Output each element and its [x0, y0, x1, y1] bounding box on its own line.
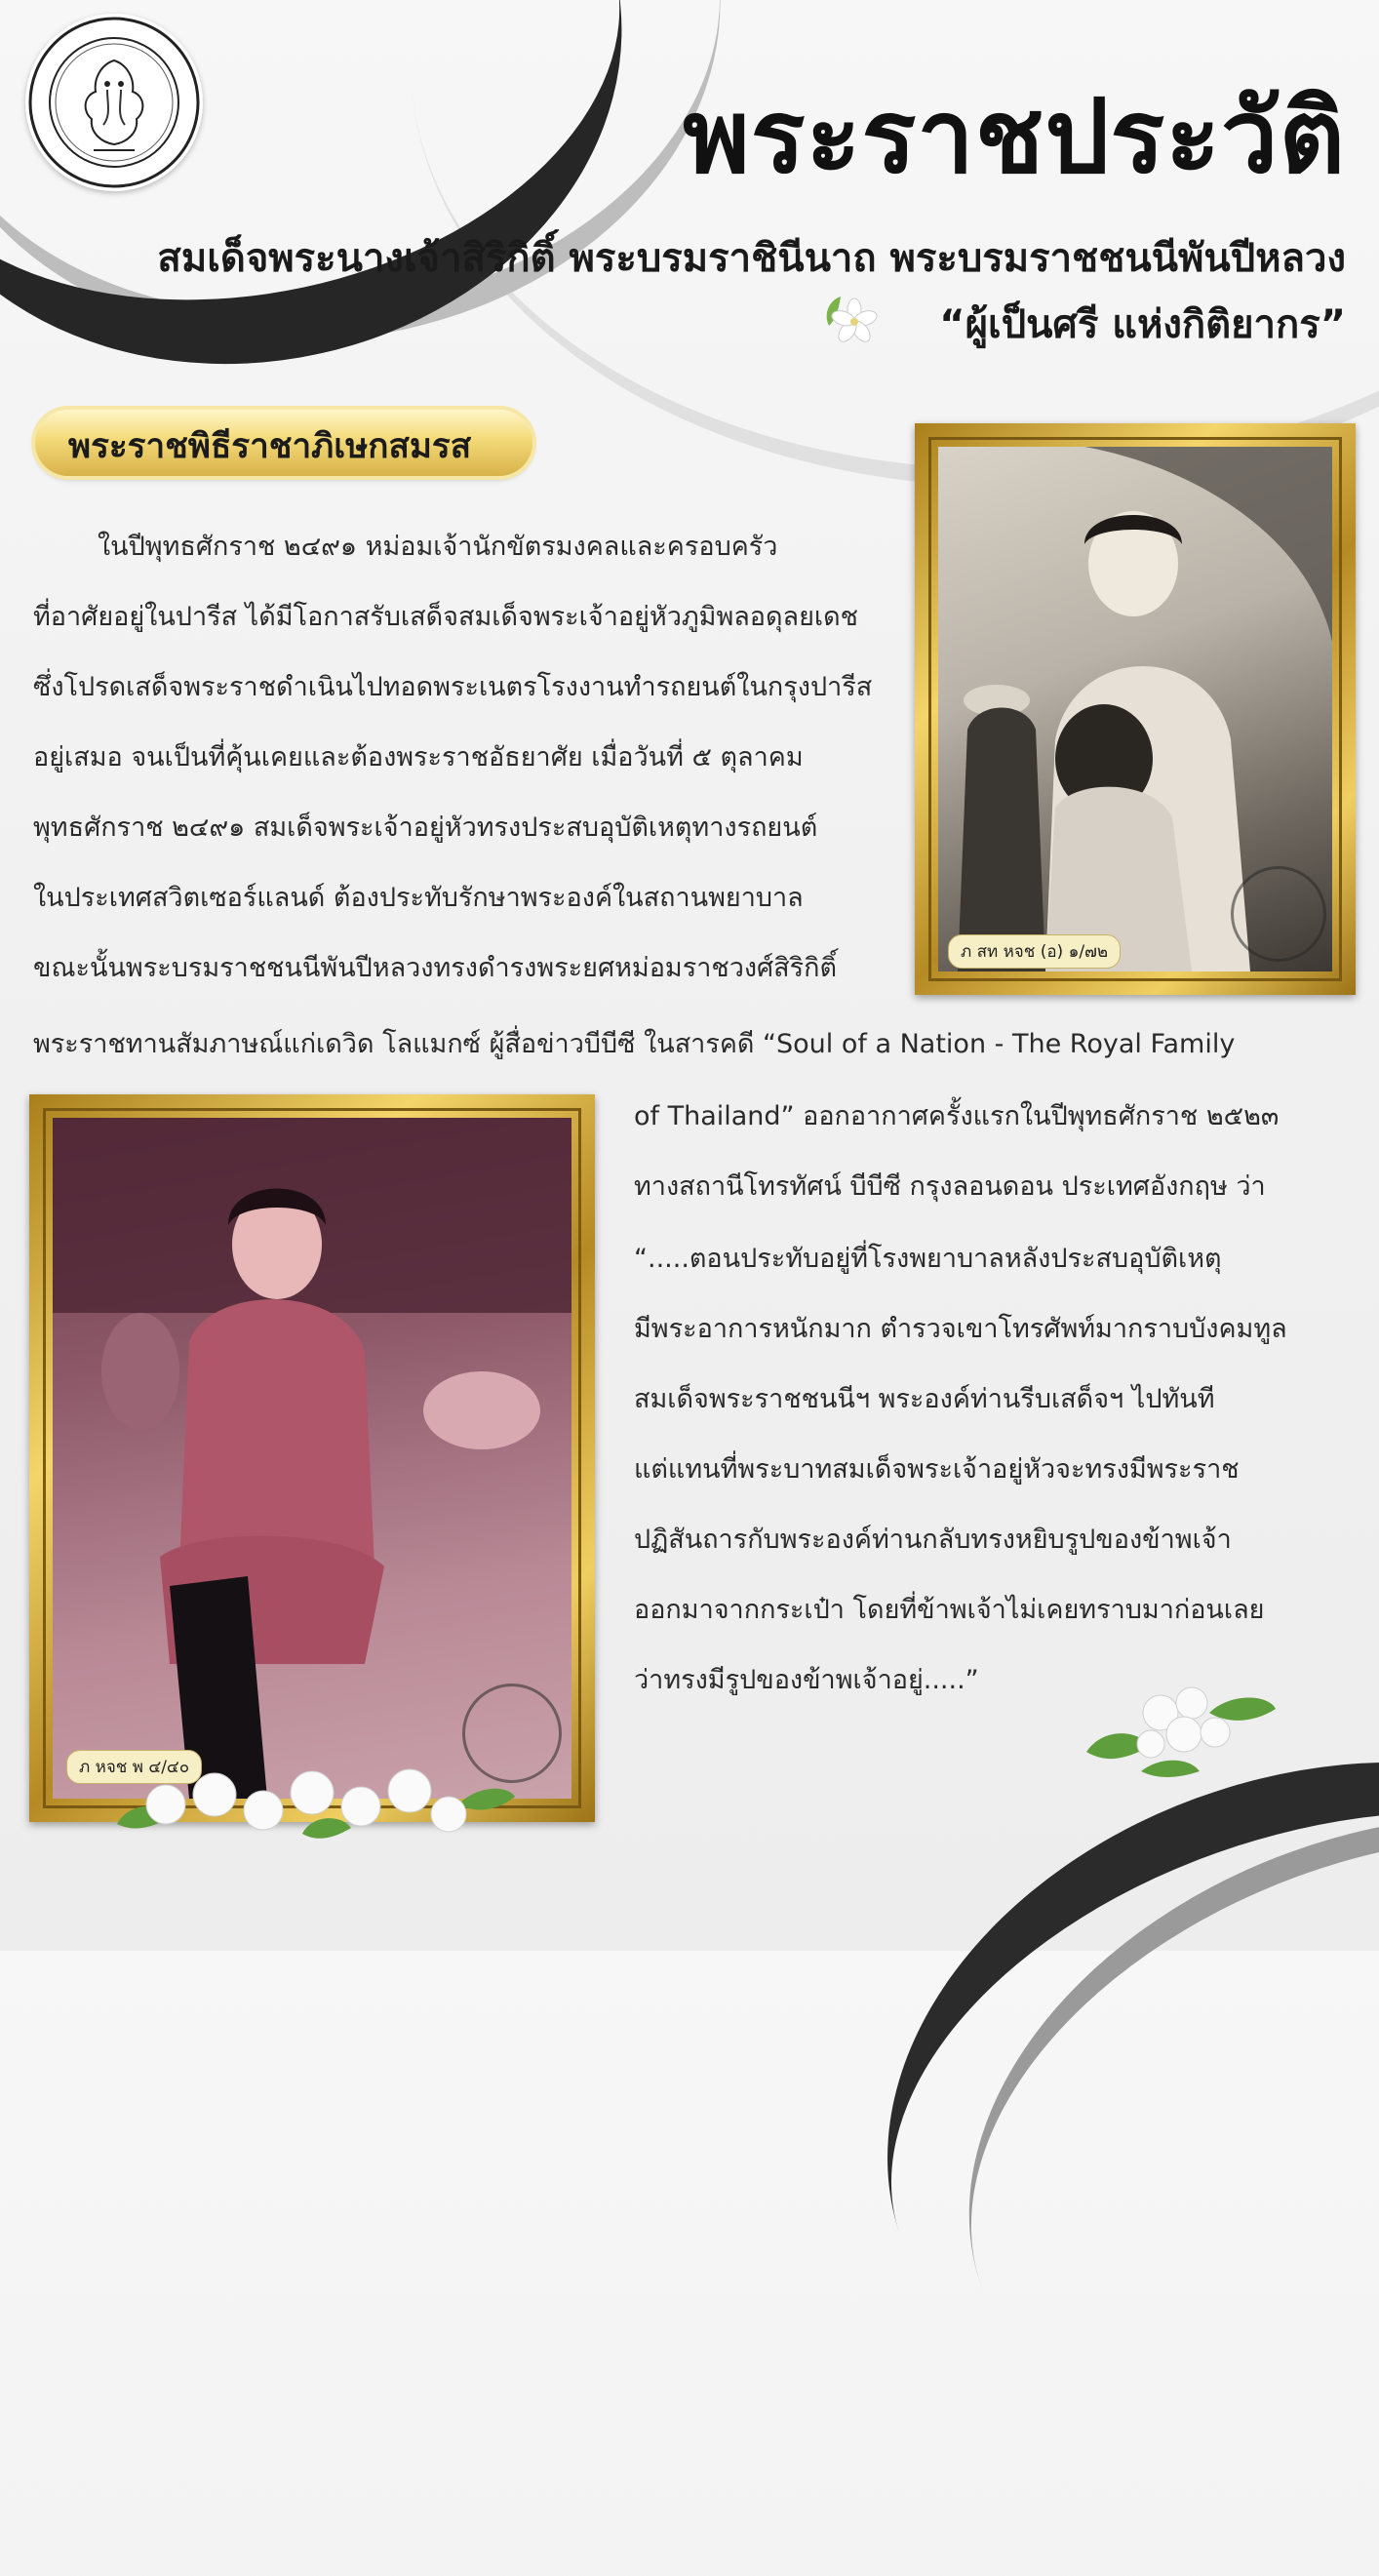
ganesha-seal-icon: [25, 14, 203, 191]
body-line: “.....ตอนประทับอยู่ที่โรงพยาบาลหลังประสบอุบัติเหตุ: [634, 1244, 1222, 1274]
page-motto: “ผู้เป็นศรี แห่งกิติยากร”: [939, 302, 1346, 347]
body-line: ที่อาศัยอยู่ในปารีส ได้มีโอกาสรับเสด็จสมเด็จพระเจ้าอยู่หัวภูมิพลอดุลยเดช: [33, 602, 859, 632]
body-line: ซึ่งโปรดเสด็จพระราชดำเนินไปทอดพระเนตรโรงงานทำรถยนต์ในกรุงปารีส: [33, 672, 873, 702]
page-subtitle: สมเด็จพระนางเจ้าสิริกิติ์ พระบรมราชินีนาถ พระบรมราชชนนีพันปีหลวง: [157, 236, 1346, 281]
body-line: of Thailand” ออกอากาศครั้งแรกในปีพุทธศักราช ๒๕๒๓: [634, 1101, 1280, 1131]
archive-stamp: [1231, 866, 1326, 962]
photo-reference-tag: ภ สท หจช (อ) ๑/๗๒: [948, 934, 1121, 969]
archives-seal-logo: [25, 14, 203, 191]
archival-photo-queen-kneeling: [53, 1118, 571, 1799]
body-line: ในประเทศสวิตเซอร์แลนด์ ต้องประทับรักษาพระองค์ในสถานพยาบาล: [33, 883, 804, 913]
body-line: มีพระอาการหนักมาก ตำรวจเขาโทรศัพท์มากราบบังคมทูล: [634, 1314, 1287, 1344]
body-line: พระราชทานสัมภาษณ์แก่เดวิด โลแมกซ์ ผู้สื่อข่าวบีบีซี ในสารคดี “Soul of a Nation - The Royal Family: [33, 1029, 1236, 1059]
body-line: ว่าทรงมีรูปของข้าพเจ้าอยู่.....”: [634, 1665, 979, 1695]
page-title: พระราชประวัติ: [683, 77, 1346, 196]
body-line: ทางสถานีโทรทัศน์ บีบีซี กรุงลอนดอน ประเทศอังกฤษ ว่า: [634, 1171, 1266, 1202]
section-heading-pill: [35, 410, 532, 476]
body-line: ขณะนั้นพระบรมราชชนนีพันปีหลวงทรงดำรงพระยศหม่อมราชวงศ์สิริกิติ์: [33, 953, 838, 983]
body-line: ปฏิสันถารกับพระองค์ท่านกลับทรงหยิบรูปของข้าพเจ้า: [634, 1525, 1232, 1555]
body-line: แต่แทนที่พระบาทสมเด็จพระเจ้าอยู่หัวจะทรงมีพระราช: [634, 1454, 1240, 1485]
body-line: พุทธศักราช ๒๔๙๑ สมเด็จพระเจ้าอยู่หัวทรงประสบอุบัติเหตุทางรถยนต์: [33, 812, 818, 843]
photo-frame-bottom: [29, 1094, 595, 1822]
archival-photo-queen-umbrella: [938, 447, 1332, 971]
background-swoosh: [800, 1655, 1379, 2539]
body-line: สมเด็จพระราชชนนีฯ พระองค์ท่านรีบเสด็จฯ ไปทันที: [634, 1384, 1215, 1414]
section-heading: พระราชพิธีราชาภิเษกสมรส: [68, 427, 472, 466]
jasmine-bouquet-icon: [1083, 1674, 1278, 1781]
jasmine-flower-icon: [819, 287, 878, 349]
body-line: อยู่เสมอ จนเป็นที่คุ้นเคยและต้องพระราชอัธยาศัย เมื่อวันที่ ๕ ตุลาคม: [33, 742, 804, 773]
photo-reference-tag: ภ หจช พ ๔/๔๐: [66, 1750, 202, 1784]
body-line: ในปีพุทธศักราช ๒๔๙๑ หม่อมเจ้านักขัตรมงคลและครอบครัว: [98, 532, 778, 562]
body-line: ออกมาจากกระเป๋า โดยที่ข้าพเจ้าไม่เคยทราบมาก่อนเลย: [634, 1595, 1265, 1625]
jasmine-garland-icon: [107, 1746, 517, 1853]
photo-frame-top: [915, 423, 1356, 995]
